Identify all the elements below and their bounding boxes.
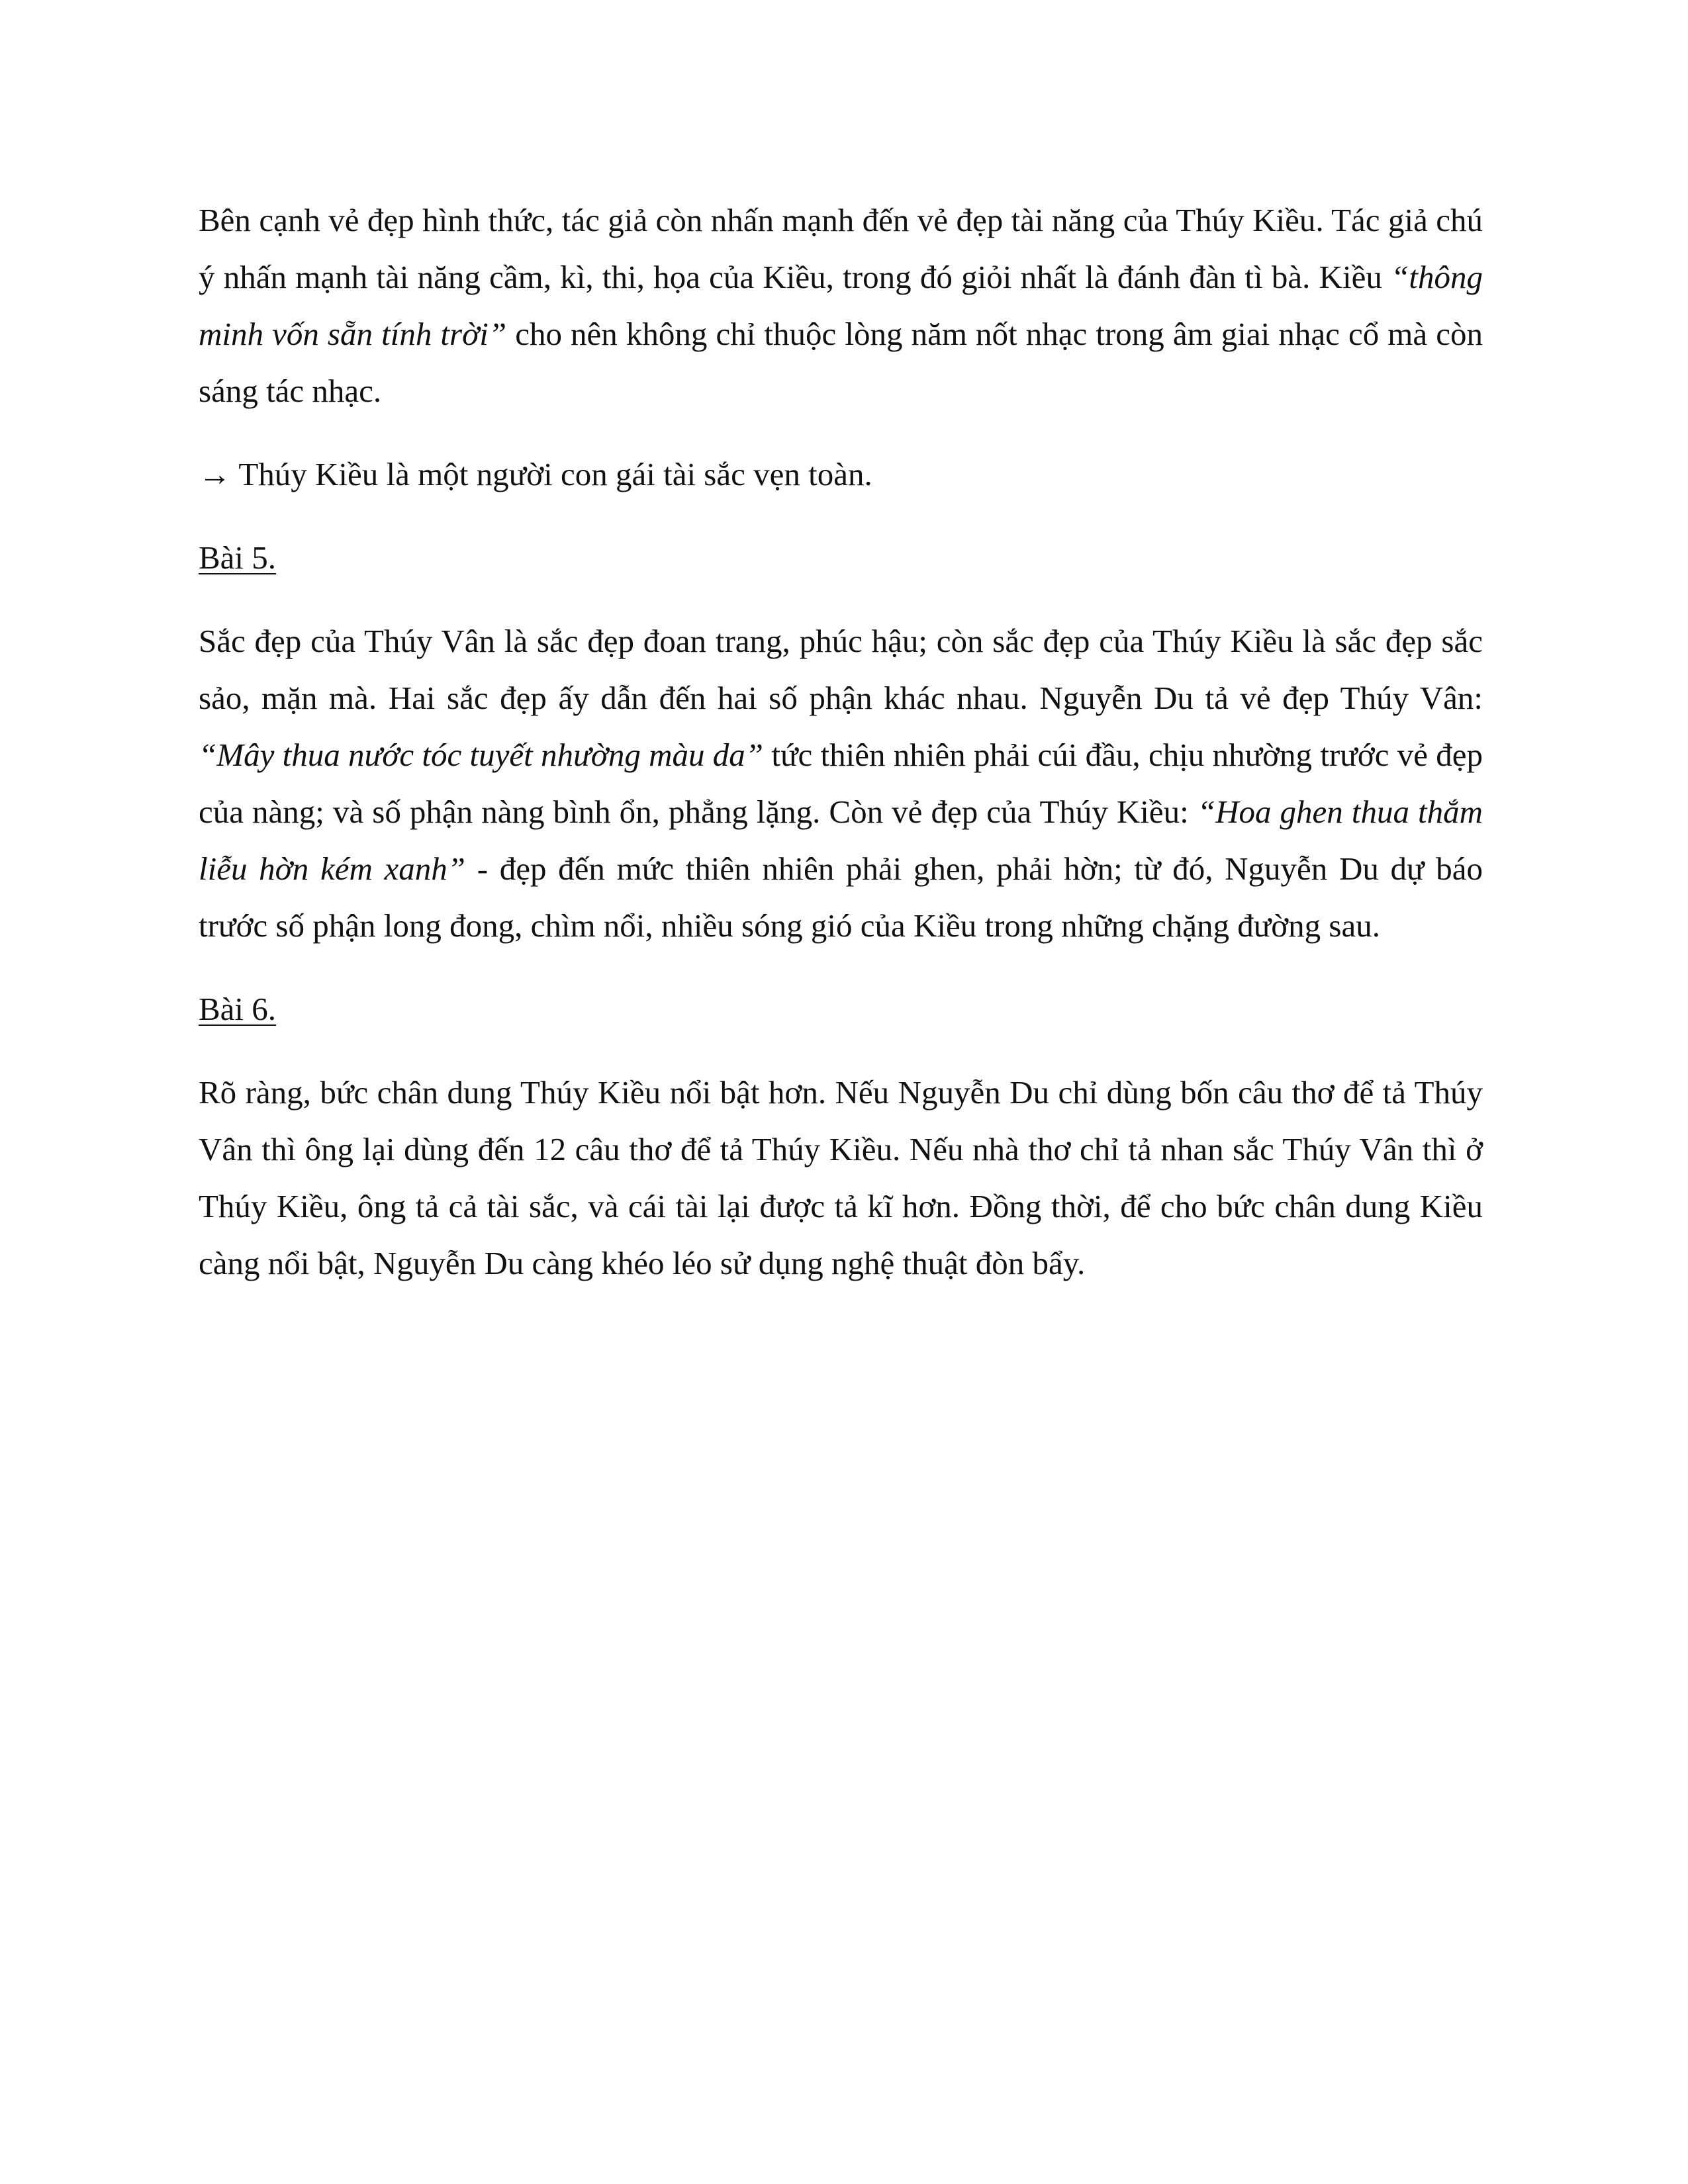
quote-may-thua: “Mây thua nước tóc tuyết nhường màu da” xyxy=(199,737,764,773)
paragraph-text: tức thiên nhiên phải cúi đầu, chịu nhường trước vẻ đẹp của nàng; và số phận nàng bình ổn, phẳng lặng. Còn vẻ đẹp của Thúy Kiều: xyxy=(199,737,1483,830)
paragraph-text: Sắc đẹp của Thúy Vân là sắc đẹp đoan trang, phúc hậu; còn sắc đẹp của Thúy Kiều là sắc đẹp sắc sảo, mặn mà. Hai sắc đẹp ấy dẫn đến hai số phận khác nhau. Nguyễn Du tả vẻ đẹp Thúy Vân: xyxy=(199,623,1483,716)
paragraph-text: cho nên không chỉ thuộc lòng năm nốt nhạc trong âm giai nhạc cổ mà còn sáng tác nhạc. xyxy=(199,316,1483,409)
document-page xyxy=(199,192,1483,1318)
quote-hoa-ghen: “Hoa ghen thua thắm liễu hờn kém xanh” xyxy=(199,794,1483,887)
conclusion-line: → Thúy Kiều là một người con gái tài sắc vẹn toàn. xyxy=(199,456,872,492)
heading-bai-5: Bài 5. xyxy=(199,539,277,576)
heading-bai-6: Bài 6. xyxy=(199,991,277,1027)
paragraph-text: Bên cạnh vẻ đẹp hình thức, tác giả còn nhấn mạnh đến vẻ đẹp tài năng của Thúy Kiều. Tác giả chú ý nhấn mạnh tài năng cầm, kì, thi, họa của Kiều, trong đó giỏi nhất là đánh đàn tì bà. Kiều xyxy=(199,202,1483,295)
paragraph-portrait: Rõ ràng, bức chân dung Thúy Kiều nổi bật hơn. Nếu Nguyễn Du chỉ dùng bốn câu thơ để tả Thúy Vân thì ông lại dùng đến 12 câu thơ để tả Thúy Kiều. Nếu nhà thơ chỉ tả nhan sắc Thúy Vân thì ở Thúy Kiều, ông tả cả tài sắc, và cái tài lại được tả kĩ hơn. Đồng thời, để cho bức chân dung Kiều càng nổi bật, Nguyễn Du càng khéo léo sử dụng nghệ thuật đòn bẩy. xyxy=(199,1074,1483,1281)
quote-thong-minh: “thông minh vốn sẵn tính trời” xyxy=(199,259,1483,352)
paragraph-talent xyxy=(199,192,1483,420)
paragraph-text: - đẹp đến mức thiên nhiên phải ghen, phải hờn; từ đó, Nguyễn Du dự báo trước số phận long đong, chìm nổi, nhiều sóng gió của Kiều trong những chặng đường sau. xyxy=(199,850,1483,944)
paragraph-comparison xyxy=(199,613,1483,954)
